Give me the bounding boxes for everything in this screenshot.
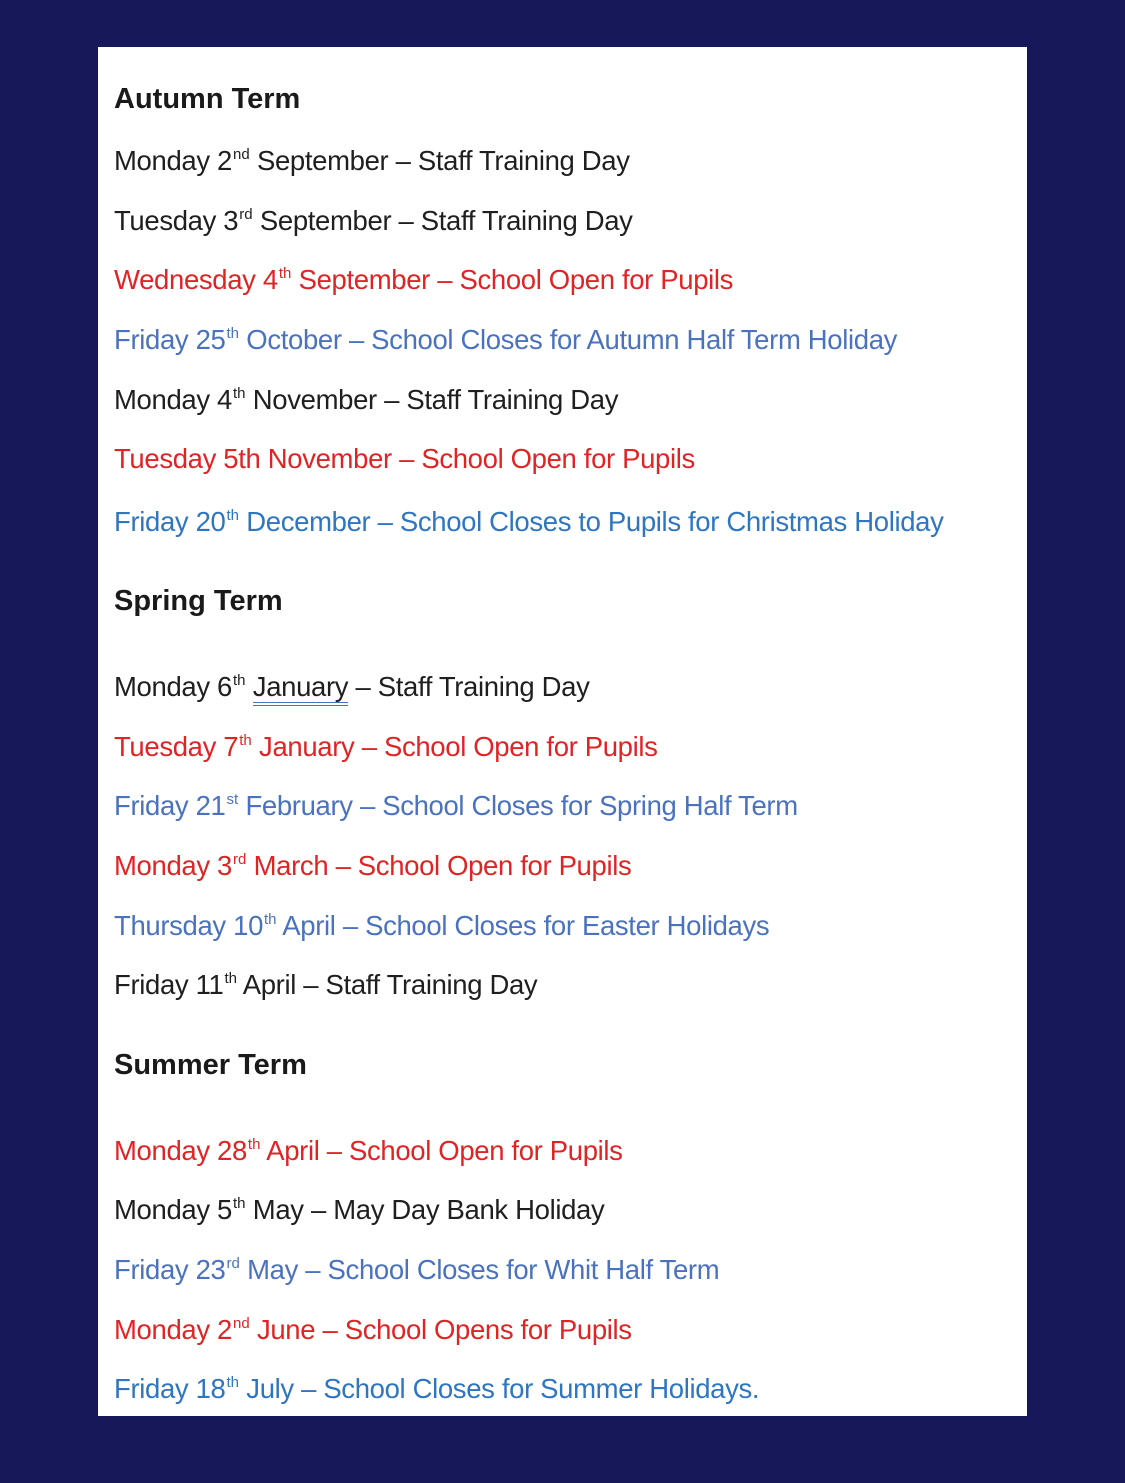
summer-term-heading: Summer Term — [114, 1049, 307, 1081]
term-date-entry: Friday 21st February – School Closes for Spring Half Term — [114, 790, 798, 821]
term-date-entry: Friday 23rd May – School Closes for Whit Half Term — [114, 1254, 720, 1285]
spring-term-heading: Spring Term — [114, 585, 283, 617]
term-date-entry: Thursday 10th April – School Closes for Easter Holidays — [114, 910, 770, 941]
term-date-entry: Friday 18th July – School Closes for Summer Holidays. — [114, 1373, 760, 1404]
term-date-entry: Wednesday 4th September – School Open for Pupils — [114, 264, 734, 295]
term-date-entry: Monday 28th April – School Open for Pupils — [114, 1135, 623, 1166]
term-date-entry: Friday 20th December – School Closes to Pupils for Christmas Holiday — [114, 506, 944, 537]
term-date-entry: Friday 25th October – School Closes for Autumn Half Term Holiday — [114, 324, 898, 355]
term-date-entry: Friday 11th April – Staff Training Day — [114, 969, 538, 1000]
term-date-entry: Monday 3rd March – School Open for Pupils — [114, 850, 632, 881]
term-date-entry: Tuesday 5th November – School Open for Pupils — [114, 443, 695, 474]
document-page — [98, 47, 1027, 1416]
spellcheck-underlined-word: January — [253, 671, 348, 706]
term-date-entry: Monday 6th January – Staff Training Day — [114, 670, 590, 704]
term-date-entry: Monday 4th November – Staff Training Day — [114, 384, 619, 415]
autumn-term-heading: Autumn Term — [114, 83, 301, 115]
term-date-entry: Tuesday 7th January – School Open for Pupils — [114, 731, 658, 762]
term-date-entry: Tuesday 3rd September – Staff Training Day — [114, 205, 633, 236]
term-date-entry: Monday 2nd September – Staff Training Day — [114, 145, 630, 176]
term-date-entry: Monday 2nd June – School Opens for Pupils — [114, 1314, 632, 1345]
term-date-entry: Monday 5th May – May Day Bank Holiday — [114, 1194, 605, 1225]
